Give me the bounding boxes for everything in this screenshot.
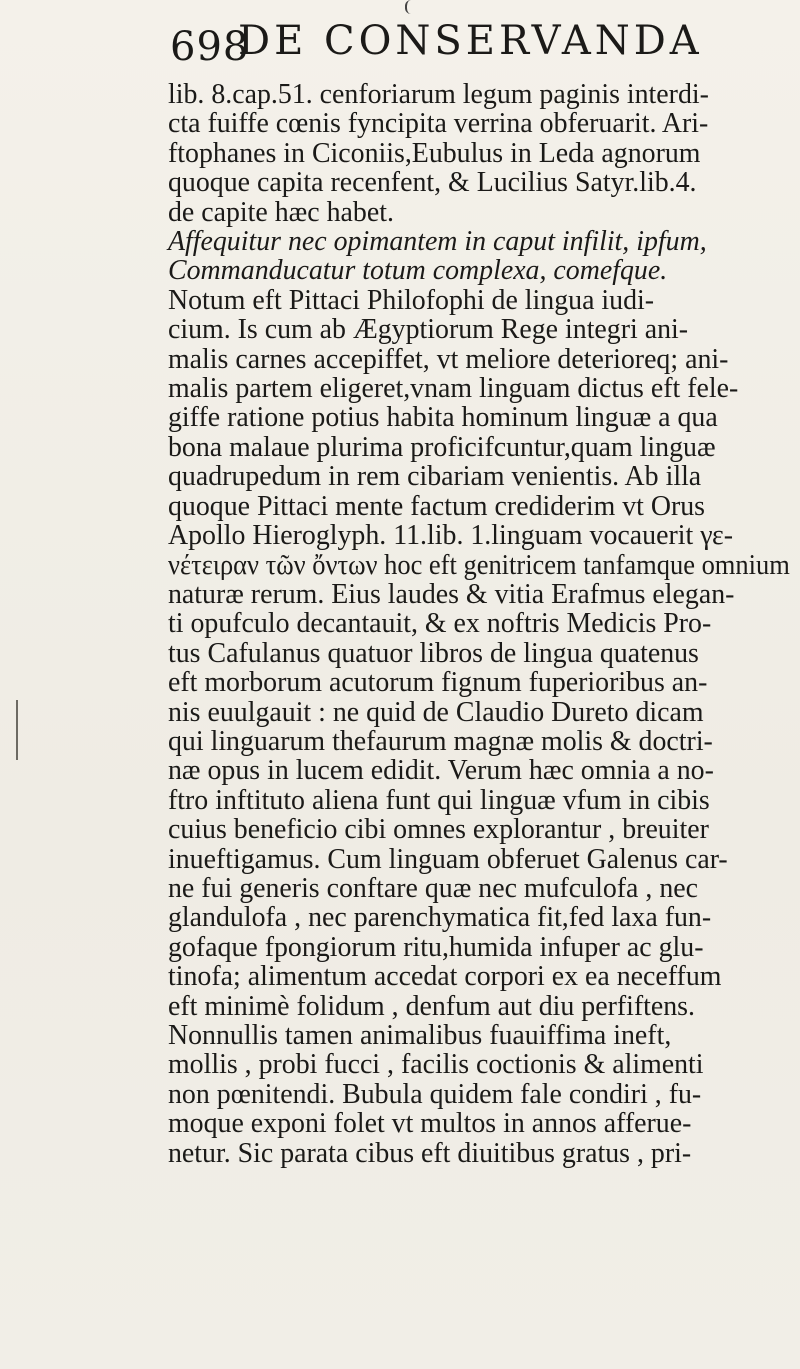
- text-line: ftro inftituto aliena funt qui linguæ vfum in cibis: [168, 784, 710, 816]
- text-line: naturæ rerum. Eius laudes & vitia Erafmus elegan-: [168, 578, 735, 610]
- text-line: tus Cafulanus quatuor libros de lingua quatenus: [168, 637, 699, 669]
- text-line: de capite hæc habet.: [168, 196, 394, 228]
- text-line: νέτειραν τῶν ὄντων hoc eft genitricem tanfamque omnium: [168, 549, 790, 581]
- text-line: cium. Is cum ab Ægyptiorum Rege integri ani-: [168, 314, 689, 346]
- text-line: quoque capita recenfent, & Lucilius Satyr.lib.4.: [168, 167, 697, 199]
- text-line: glandulofa , nec parenchymatica fit,fed laxa fun-: [168, 902, 712, 934]
- text-line: ti opufculo decantauit, & ex noftris Medicis Pro-: [168, 608, 712, 640]
- text-line: ne fui generis conftare quæ nec mufculofa , nec: [168, 872, 698, 904]
- text-line: moque exponi folet vt multos in annos afferue-: [168, 1108, 692, 1140]
- text-line: cuius beneficio cibi omnes explorantur , breuiter: [168, 814, 709, 846]
- text-line: quoque Pittaci mente factum crediderim vt Orus: [168, 490, 706, 522]
- text-line: Commanducatur totum complexa, comefque.: [168, 255, 668, 287]
- text-line: non pœnitendi. Bubula quidem fale condiri , fu-: [168, 1078, 702, 1110]
- text-line: quadrupedum in rem cibariam venientis. Ab illa: [168, 461, 702, 493]
- text-line: Affequitur nec opimantem in caput infilit, ipfum,: [168, 226, 707, 258]
- text-line: gofaque fpongiorum ritu,humida infuper ac glu-: [168, 931, 704, 963]
- text-line: malis partem eligeret,vnam linguam dictus eft fele-: [168, 373, 739, 405]
- text-line: tinofa; alimentum accedat corpori ex ea neceffum: [168, 961, 722, 993]
- body-text: [168, 80, 793, 1168]
- text-line: lib. 8.cap.51. cenforiarum legum paginis interdi-: [168, 79, 709, 110]
- binding-edge-mark: [16, 700, 18, 760]
- text-line: cta fuiffe cœnis fyncipita verrina obferuarit. Ari-: [168, 108, 709, 140]
- text-line: nis euulgauit : ne quid de Claudio Dureto dicam: [168, 696, 704, 728]
- running-title: DE CONSERVANDA: [238, 18, 703, 64]
- top-margin-mark: [405, 0, 413, 14]
- text-line: Apollo Hieroglyph. 11.lib. 1.linguam vocauerit γε-: [168, 520, 734, 552]
- text-line: eft minimè folidum , denfum aut diu perfiftens.: [168, 990, 696, 1022]
- page-header: [170, 18, 730, 68]
- text-line: Notum eft Pittaci Philofophi de lingua iudi-: [168, 284, 655, 316]
- text-line: eft morborum acutorum fignum fuperioribus an-: [168, 667, 708, 699]
- text-line: netur. Sic parata cibus eft diuitibus gratus , pri-: [168, 1137, 692, 1169]
- text-line: giffe ratione potius habita hominum linguæ a qua: [168, 402, 718, 434]
- text-line: mollis , probi fucci , facilis coctionis & alimenti: [168, 1049, 704, 1081]
- text-line: malis carnes accepiffet, vt meliore deterioreq; ani-: [168, 343, 729, 375]
- text-line: bona malaue plurima proficifcuntur,quam linguæ: [168, 431, 716, 463]
- text-line: ftophanes in Ciconiis,Eubulus in Leda agnorum: [168, 137, 701, 169]
- text-line: inueftigamus. Cum linguam obferuet Galenus car-: [168, 843, 728, 875]
- text-line: Nonnullis tamen animalibus fuauiffima ineft,: [168, 1020, 672, 1051]
- text-line: næ opus in lucem edidit. Verum hæc omnia a no-: [168, 755, 714, 787]
- page-number: 698: [170, 24, 250, 70]
- text-line: qui linguarum thefaurum magnæ molis & doctri-: [168, 725, 713, 757]
